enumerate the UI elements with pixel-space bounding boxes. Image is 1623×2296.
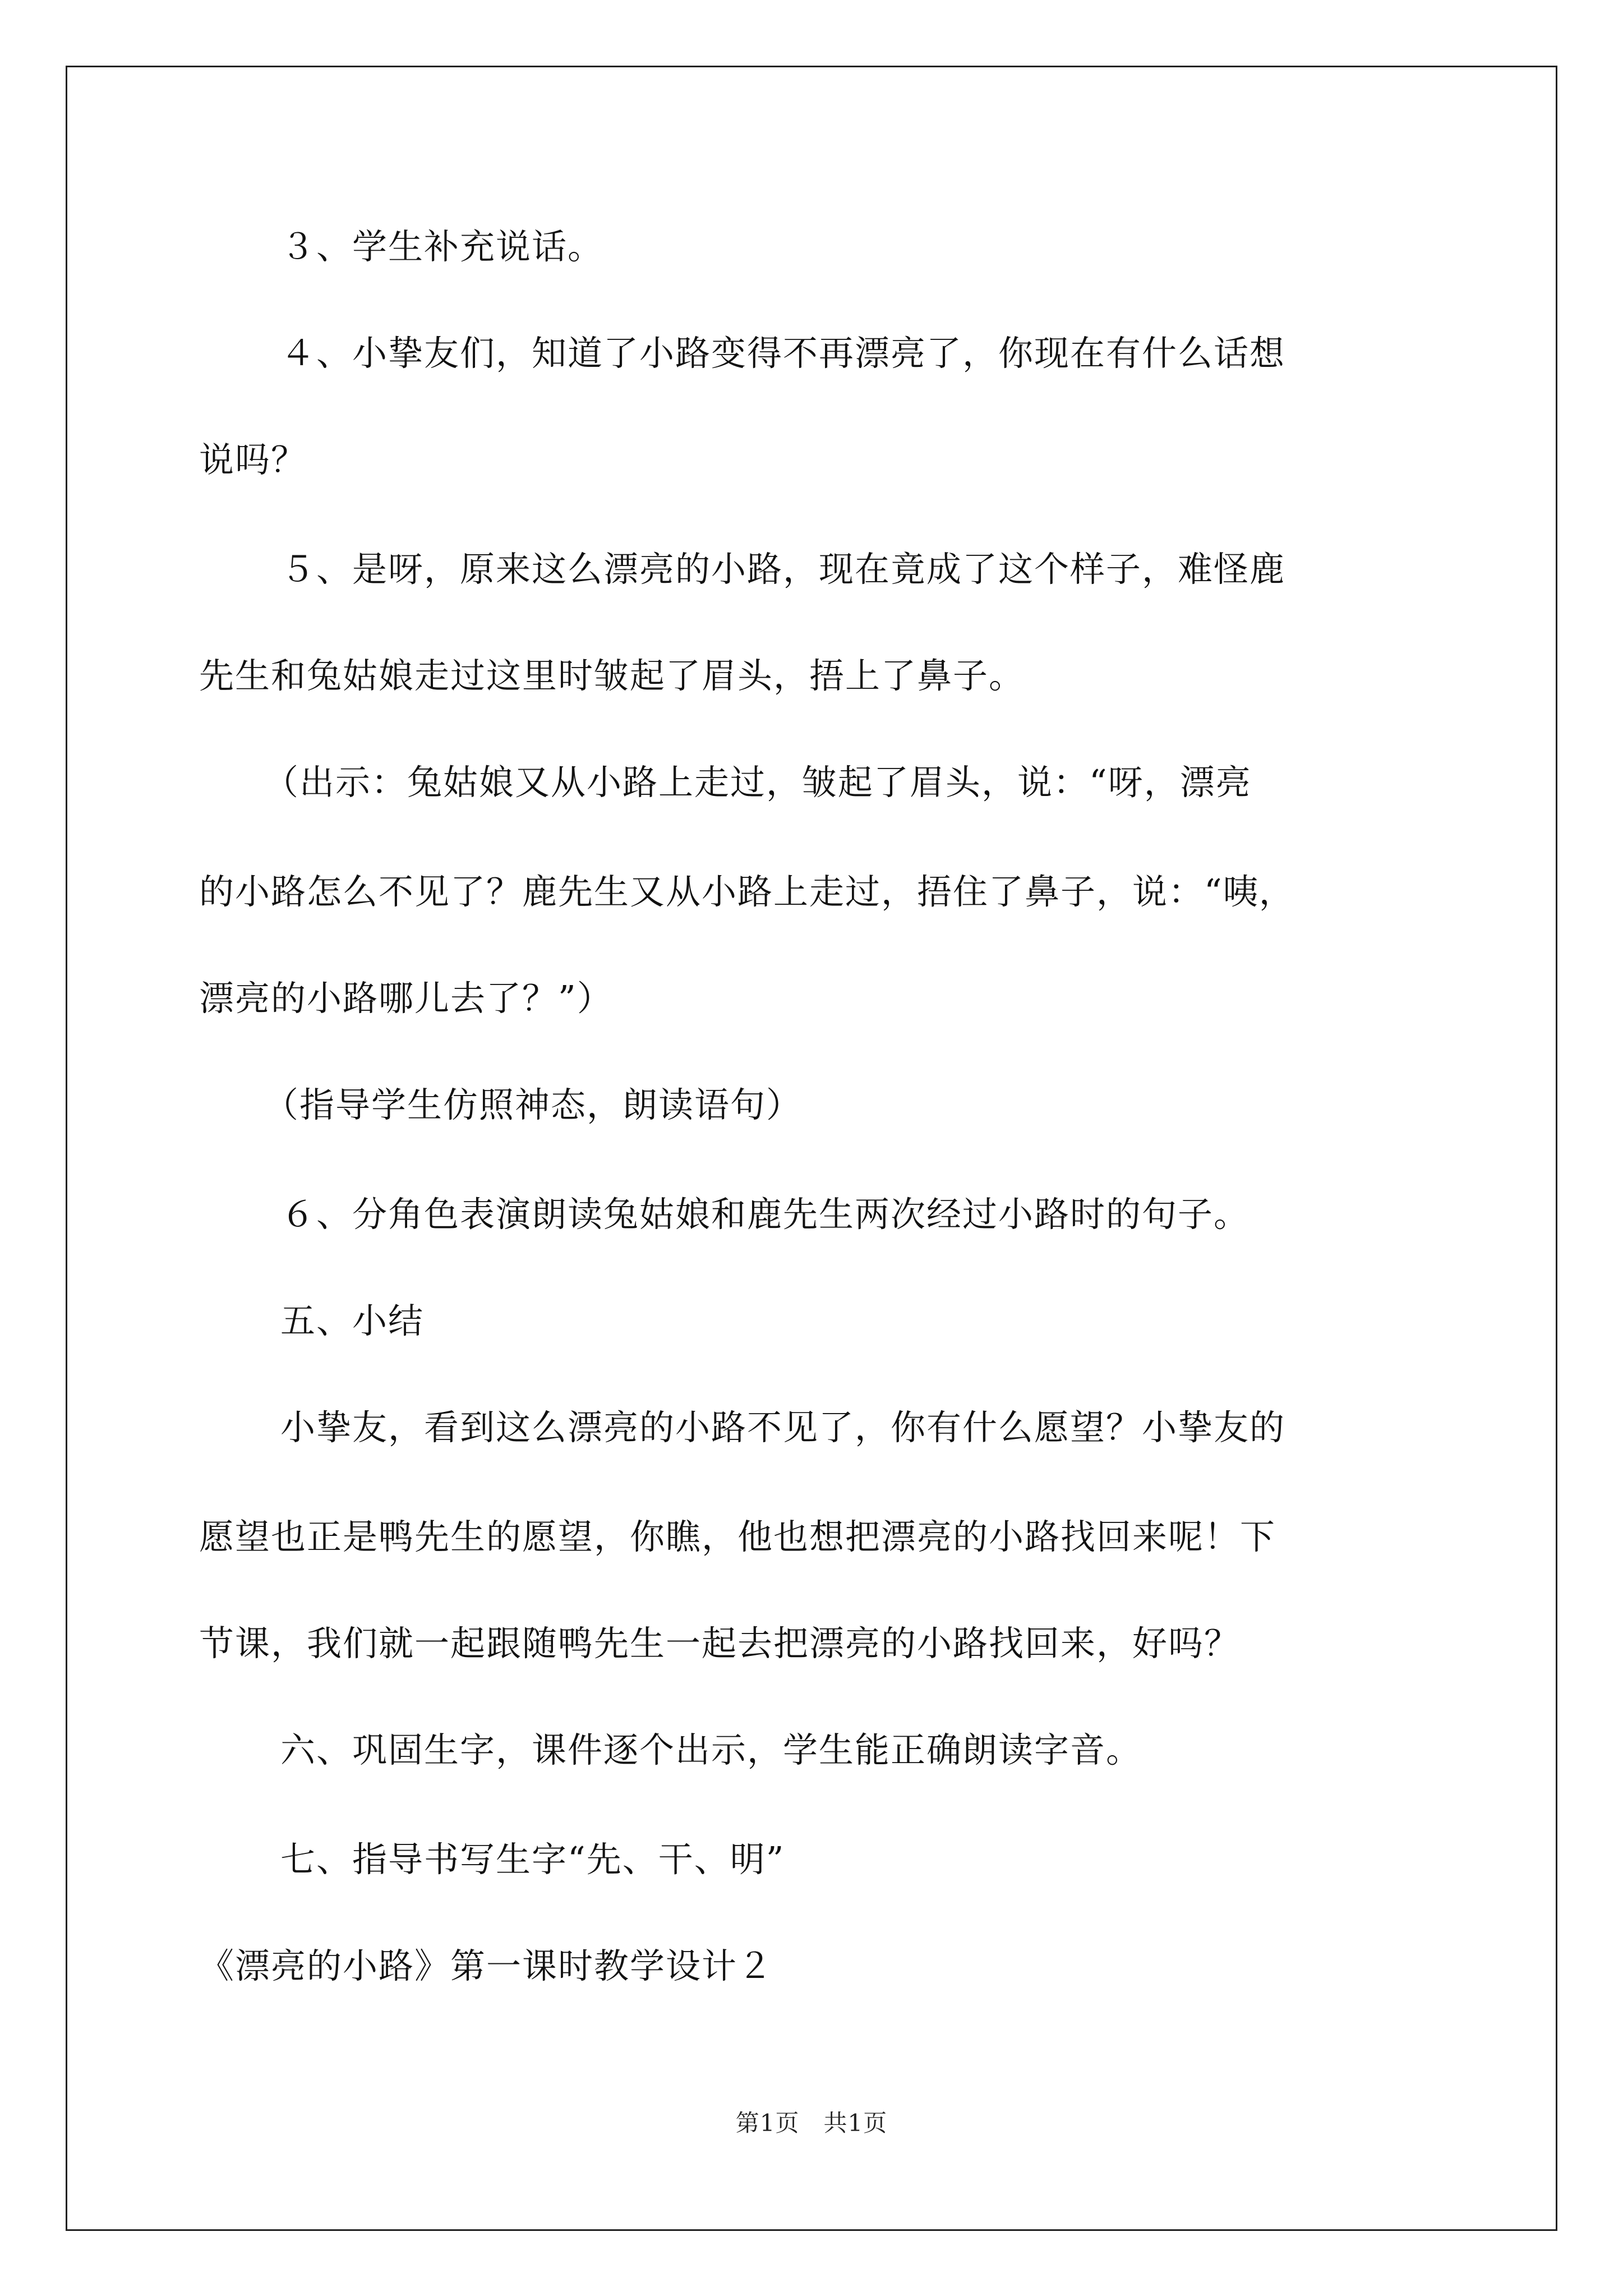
- text-line-8: 漂亮的小路哪儿去了？”）: [199, 978, 613, 1019]
- section-heading-7: 七、指导书写生字“先、干、明”: [280, 1839, 785, 1880]
- section-heading-6: 六、巩固生字，课件逐个出示，学生能正确朗读字音。: [280, 1729, 1142, 1770]
- text-line-12: 小挚友，看到这么漂亮的小路不见了，你有什么愿望？小挚友的: [280, 1407, 1286, 1448]
- text-line-3: 说吗？: [199, 439, 307, 480]
- section-heading-5: 五、小结: [280, 1300, 425, 1341]
- text-line-7: 的小路怎么不见了？鹿先生又从小路上走过，捂住了鼻子，说：“咦，: [199, 871, 1295, 912]
- text-line-1: ３、学生补充说话。: [280, 226, 604, 267]
- text-line-14: 节课，我们就一起跟随鸭先生一起去把漂亮的小路找回来，好吗？: [199, 1623, 1241, 1664]
- text-line-4: ５、是呀，原来这么漂亮的小路，现在竟成了这个样子，难怪鹿: [280, 549, 1286, 590]
- text-line-13: 愿望也正是鸭先生的愿望，你瞧，他也想把漂亮的小路找回来呢！下: [199, 1516, 1276, 1557]
- text-line-6: （出示：兔姑娘又从小路上走过，皱起了眉头，说：“呀，漂亮: [264, 762, 1252, 803]
- text-line-9: （指导学生仿照神态，朗读语句）: [264, 1084, 803, 1125]
- page-number-footer: 第1页 共1页: [735, 2109, 888, 2137]
- text-line-10: ６、分角色表演朗读兔姑娘和鹿先生两次经过小路时的句子。: [280, 1194, 1250, 1235]
- text-line-5: 先生和兔姑娘走过这里时皱起了眉头，捂上了鼻子。: [199, 655, 1025, 696]
- page-border: [66, 66, 1557, 2231]
- document-title-2: 《漂亮的小路》第一课时教学设计２: [199, 1945, 774, 1986]
- text-line-2: ４、小挚友们，知道了小路变得不再漂亮了，你现在有什么话想: [280, 333, 1286, 374]
